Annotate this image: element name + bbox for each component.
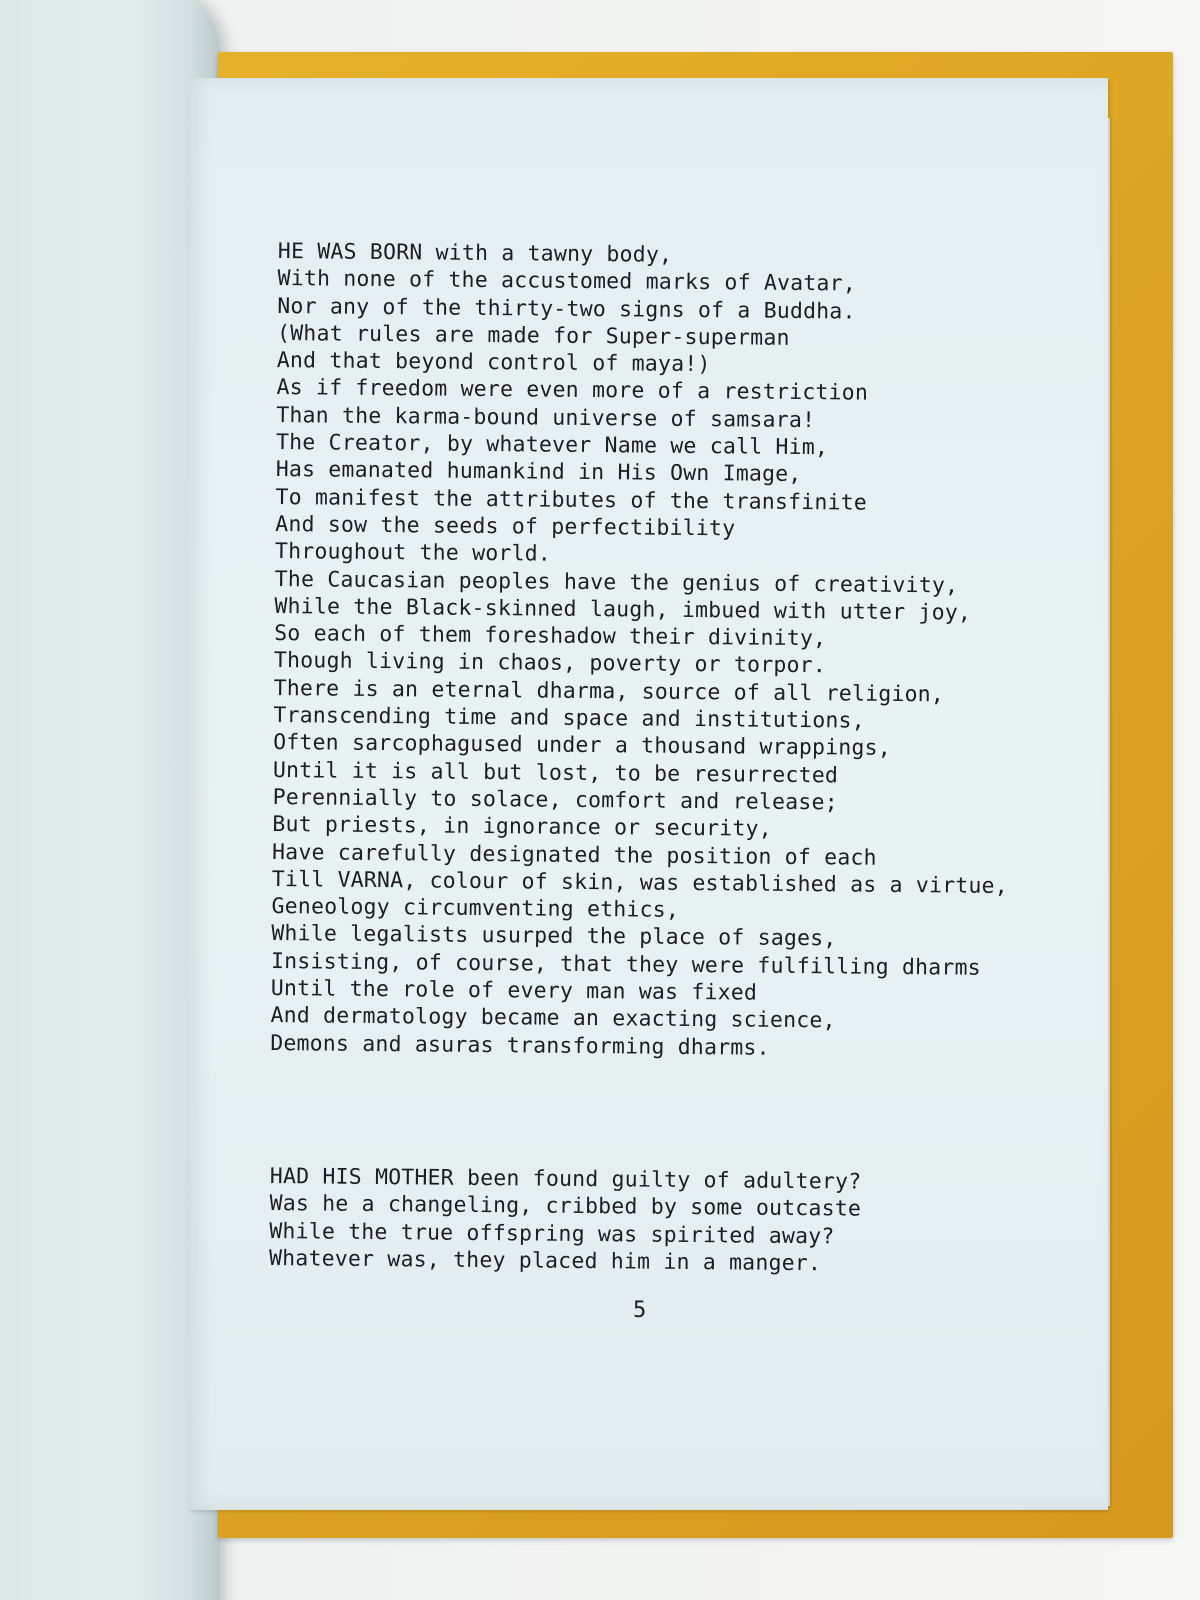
verse-line: Has emanated humankind in His Own Image, [275,457,802,488]
verse-line: (What rules are made for Super-superman [276,320,790,351]
verse-line: There is an eternal dharma, source of all religion, [273,675,945,708]
stanza-1 [270,238,1014,1064]
page-number: 5 [633,1298,647,1323]
verse-line: Than the karma-bound universe of samsara! [276,402,816,433]
verse-line: And dermatology became an exacting science, [270,1003,836,1034]
verse-line: Whatever was, they placed him in a manger. [268,1245,822,1277]
verse-line: Often sarcophagused under a thousand wrappings, [273,730,892,762]
left-facing-page [0,0,220,1600]
verse-line: To manifest the attributes of the transfinite [275,484,868,516]
verse-line: HAD HIS MOTHER been found guilty of adultery? [269,1164,862,1195]
verse-line: While the true offspring was spirited away? [269,1218,835,1250]
verse-line: While legalists usurped the place of sages, [271,921,837,952]
stanza-2 [269,1163,862,1278]
verse-line: Till VARNA, colour of skin, was established as a virtue, [271,866,1009,899]
verse-line: Though living in chaos, poverty or torpor. [273,648,827,679]
verse-line: Transcending time and space and institutions, [273,703,865,734]
verse-line: Was he a changeling, cribbed by some outcaste [269,1191,862,1222]
verse-line: While the Black-skinned laugh, imbued with utter joy, [274,593,972,626]
verse-line: Throughout the world. [274,539,552,567]
verse-line: The Caucasian peoples have the genius of creativity, [274,566,959,599]
text-page [188,78,1108,1510]
verse-line: As if freedom were even more of a restriction [276,375,869,407]
verse-line: Geneology circumventing ethics, [271,894,680,924]
verse-line: Nor any of the thirty-two signs of a Buddha. [277,293,856,325]
verse-line: And that beyond control of maya!) [276,348,711,378]
verse-line: Until the role of every man was fixed [270,975,758,1006]
verse-line: With none of the accustomed marks of Avatar, [277,266,857,297]
verse-line: Perennially to solace, comfort and release; [272,784,838,816]
verse-line: The Creator, by whatever Name we call Him, [275,430,829,461]
verse-line: So each of them foreshadow their divinity, [274,621,827,652]
verse-line: Have carefully designated the position of each [271,839,877,871]
verse-line: But priests, in ignorance or security, [272,812,772,843]
verse-line: Demons and asuras transforming dharms. [270,1030,770,1061]
verse-line: HE WAS BORN with a tawny body, [277,238,673,268]
verse-line: And sow the seeds of perfectibility [275,511,736,542]
verse-line: Insisting, of course, that they were fulfilling dharms [270,948,981,981]
verse-line: Until it is all but lost, to be resurrected [272,757,839,789]
